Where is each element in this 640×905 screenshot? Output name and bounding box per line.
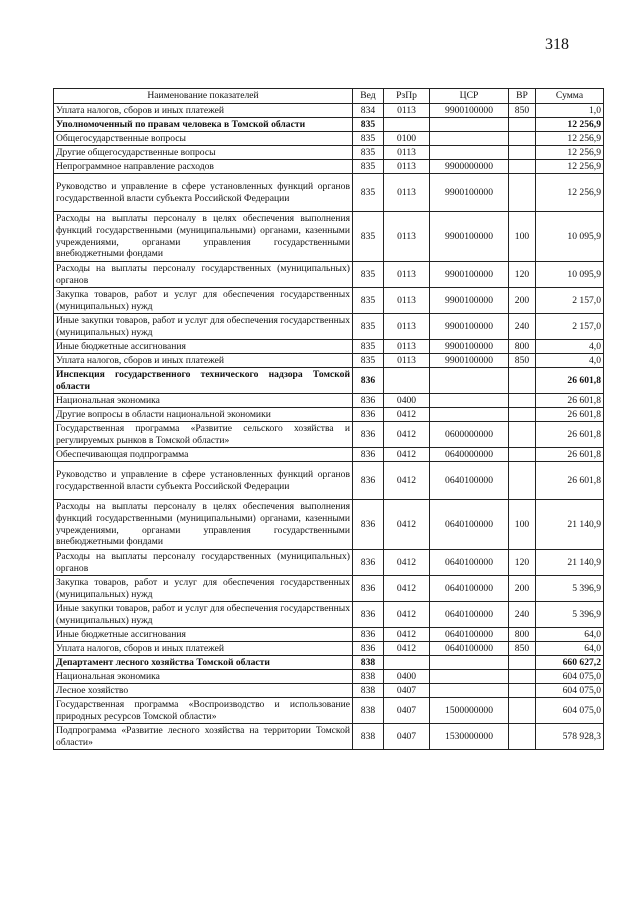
row-rzpr: 0400 bbox=[384, 394, 430, 408]
row-sum: 604 075,0 bbox=[536, 698, 604, 724]
row-csr: 0640100000 bbox=[430, 602, 509, 628]
row-csr: 9900100000 bbox=[430, 212, 509, 262]
row-ved: 835 bbox=[353, 160, 384, 174]
row-rzpr: 0407 bbox=[384, 724, 430, 750]
row-sum: 2 157,0 bbox=[536, 314, 604, 340]
row-vr bbox=[509, 408, 536, 422]
row-csr: 0640100000 bbox=[430, 642, 509, 656]
table-row bbox=[54, 118, 604, 132]
row-ved: 836 bbox=[353, 576, 384, 602]
row-sum: 1,0 bbox=[536, 104, 604, 118]
row-vr bbox=[509, 670, 536, 684]
row-csr: 9900000000 bbox=[430, 160, 509, 174]
row-vr bbox=[509, 684, 536, 698]
header-vr: ВР bbox=[509, 89, 536, 104]
row-rzpr: 0113 bbox=[384, 174, 430, 212]
row-sum: 12 256,9 bbox=[536, 174, 604, 212]
row-rzpr: 0407 bbox=[384, 698, 430, 724]
row-rzpr: 0113 bbox=[384, 160, 430, 174]
row-vr: 200 bbox=[509, 576, 536, 602]
row-vr bbox=[509, 174, 536, 212]
row-csr bbox=[430, 408, 509, 422]
row-vr: 100 bbox=[509, 500, 536, 550]
table-row bbox=[54, 602, 604, 628]
table-row bbox=[54, 576, 604, 602]
row-vr bbox=[509, 118, 536, 132]
row-sum: 5 396,9 bbox=[536, 602, 604, 628]
row-name: Иные закупки товаров, работ и услуг для обеспечения государственных (муниципальных) нужд bbox=[54, 314, 353, 340]
row-vr bbox=[509, 160, 536, 174]
table-row bbox=[54, 314, 604, 340]
row-sum: 12 256,9 bbox=[536, 118, 604, 132]
row-name: Государственная программа «Развитие сельского хозяйства и регулируемых рынков в Томской области» bbox=[54, 422, 353, 448]
table-row bbox=[54, 212, 604, 262]
row-name: Иные закупки товаров, работ и услуг для обеспечения государственных (муниципальных) нужд bbox=[54, 602, 353, 628]
row-sum: 604 075,0 bbox=[536, 684, 604, 698]
row-rzpr: 0113 bbox=[384, 212, 430, 262]
row-ved: 836 bbox=[353, 628, 384, 642]
table-row bbox=[54, 104, 604, 118]
row-sum: 26 601,8 bbox=[536, 368, 604, 394]
row-rzpr bbox=[384, 118, 430, 132]
row-vr bbox=[509, 368, 536, 394]
row-ved: 836 bbox=[353, 422, 384, 448]
row-rzpr: 0113 bbox=[384, 262, 430, 288]
table-row bbox=[54, 500, 604, 550]
table-row bbox=[54, 656, 604, 670]
row-sum: 64,0 bbox=[536, 628, 604, 642]
row-rzpr: 0113 bbox=[384, 354, 430, 368]
row-vr: 100 bbox=[509, 212, 536, 262]
row-ved: 835 bbox=[353, 354, 384, 368]
row-name: Общегосударственные вопросы bbox=[54, 132, 353, 146]
row-sum: 10 095,9 bbox=[536, 262, 604, 288]
row-vr bbox=[509, 462, 536, 500]
row-ved: 838 bbox=[353, 670, 384, 684]
row-name: Обеспечивающая подпрограмма bbox=[54, 448, 353, 462]
row-ved: 836 bbox=[353, 394, 384, 408]
row-ved: 836 bbox=[353, 602, 384, 628]
row-rzpr: 0412 bbox=[384, 642, 430, 656]
row-rzpr: 0113 bbox=[384, 314, 430, 340]
table-row bbox=[54, 340, 604, 354]
row-name: Расходы на выплаты персоналу в целях обеспечения выполнения функций государственными (муниципальными) органами, казенными учреждениями, органами управления государственными внебюджетными фондами bbox=[54, 500, 353, 550]
row-sum: 26 601,8 bbox=[536, 394, 604, 408]
row-sum: 21 140,9 bbox=[536, 500, 604, 550]
row-vr bbox=[509, 132, 536, 146]
row-name: Национальная экономика bbox=[54, 670, 353, 684]
row-ved: 835 bbox=[353, 314, 384, 340]
header-ved: Вед bbox=[353, 89, 384, 104]
row-csr: 1500000000 bbox=[430, 698, 509, 724]
row-ved: 835 bbox=[353, 146, 384, 160]
row-vr: 800 bbox=[509, 340, 536, 354]
row-ved: 838 bbox=[353, 724, 384, 750]
table-row bbox=[54, 628, 604, 642]
row-rzpr: 0400 bbox=[384, 670, 430, 684]
row-ved: 835 bbox=[353, 340, 384, 354]
header-csr: ЦСР bbox=[430, 89, 509, 104]
row-csr: 0640000000 bbox=[430, 448, 509, 462]
row-vr: 120 bbox=[509, 262, 536, 288]
page-number: 318 bbox=[545, 36, 569, 53]
row-ved: 835 bbox=[353, 212, 384, 262]
row-rzpr: 0113 bbox=[384, 288, 430, 314]
row-ved: 835 bbox=[353, 174, 384, 212]
row-name: Расходы на выплаты персоналу государственных (муниципальных) органов bbox=[54, 550, 353, 576]
row-name: Уплата налогов, сборов и иных платежей bbox=[54, 354, 353, 368]
row-csr: 9900100000 bbox=[430, 104, 509, 118]
row-csr: 0640100000 bbox=[430, 550, 509, 576]
row-ved: 835 bbox=[353, 132, 384, 146]
row-rzpr: 0412 bbox=[384, 602, 430, 628]
row-sum: 4,0 bbox=[536, 340, 604, 354]
row-vr bbox=[509, 724, 536, 750]
row-ved: 838 bbox=[353, 698, 384, 724]
row-name: Лесное хозяйство bbox=[54, 684, 353, 698]
row-vr: 850 bbox=[509, 104, 536, 118]
row-name: Руководство и управление в сфере установленных функций органов государственной власти субъекта Российской Федерации bbox=[54, 174, 353, 212]
row-ved: 835 bbox=[353, 288, 384, 314]
table-row bbox=[54, 368, 604, 394]
row-csr: 9900100000 bbox=[430, 340, 509, 354]
row-csr: 0640100000 bbox=[430, 628, 509, 642]
row-rzpr: 0412 bbox=[384, 550, 430, 576]
table-row bbox=[54, 408, 604, 422]
row-vr bbox=[509, 656, 536, 670]
table-row bbox=[54, 422, 604, 448]
header-sum: Сумма bbox=[536, 89, 604, 104]
row-sum: 660 627,2 bbox=[536, 656, 604, 670]
row-sum: 26 601,8 bbox=[536, 448, 604, 462]
row-rzpr: 0113 bbox=[384, 104, 430, 118]
row-csr bbox=[430, 368, 509, 394]
row-rzpr: 0100 bbox=[384, 132, 430, 146]
row-name: Подпрограмма «Развитие лесного хозяйства на территории Томской области» bbox=[54, 724, 353, 750]
row-rzpr bbox=[384, 368, 430, 394]
row-rzpr: 0412 bbox=[384, 576, 430, 602]
row-vr: 200 bbox=[509, 288, 536, 314]
row-name: Департамент лесного хозяйства Томской области bbox=[54, 656, 353, 670]
row-vr bbox=[509, 146, 536, 160]
row-rzpr: 0113 bbox=[384, 340, 430, 354]
row-ved: 835 bbox=[353, 118, 384, 132]
table-row bbox=[54, 262, 604, 288]
row-csr: 0640100000 bbox=[430, 500, 509, 550]
row-sum: 4,0 bbox=[536, 354, 604, 368]
row-name: Закупка товаров, работ и услуг для обеспечения государственных (муниципальных) нужд bbox=[54, 576, 353, 602]
table-header-row bbox=[54, 89, 604, 104]
row-sum: 26 601,8 bbox=[536, 408, 604, 422]
row-csr bbox=[430, 394, 509, 408]
table-row bbox=[54, 448, 604, 462]
table-row bbox=[54, 462, 604, 500]
row-name: Уплата налогов, сборов и иных платежей bbox=[54, 642, 353, 656]
row-sum: 26 601,8 bbox=[536, 462, 604, 500]
row-ved: 834 bbox=[353, 104, 384, 118]
row-vr: 240 bbox=[509, 314, 536, 340]
table-row bbox=[54, 642, 604, 656]
row-csr bbox=[430, 684, 509, 698]
row-name: Закупка товаров, работ и услуг для обеспечения государственных (муниципальных) нужд bbox=[54, 288, 353, 314]
header-name: Наименование показателей bbox=[54, 89, 353, 104]
row-name: Уплата налогов, сборов и иных платежей bbox=[54, 104, 353, 118]
table-row bbox=[54, 146, 604, 160]
row-vr: 850 bbox=[509, 642, 536, 656]
row-rzpr: 0412 bbox=[384, 448, 430, 462]
row-csr: 9900100000 bbox=[430, 262, 509, 288]
row-csr bbox=[430, 146, 509, 160]
row-name: Уполномоченный по правам человека в Томской области bbox=[54, 118, 353, 132]
row-rzpr: 0407 bbox=[384, 684, 430, 698]
row-vr bbox=[509, 698, 536, 724]
row-vr bbox=[509, 422, 536, 448]
row-rzpr: 0412 bbox=[384, 462, 430, 500]
row-csr: 9900100000 bbox=[430, 288, 509, 314]
table-row bbox=[54, 160, 604, 174]
header-rzpr: РзПр bbox=[384, 89, 430, 104]
row-sum: 604 075,0 bbox=[536, 670, 604, 684]
row-sum: 12 256,9 bbox=[536, 146, 604, 160]
row-ved: 836 bbox=[353, 368, 384, 394]
row-rzpr: 0412 bbox=[384, 628, 430, 642]
row-name: Государственная программа «Воспроизводство и использование природных ресурсов Томской области» bbox=[54, 698, 353, 724]
row-ved: 836 bbox=[353, 500, 384, 550]
row-name: Непрограммное направление расходов bbox=[54, 160, 353, 174]
row-rzpr: 0412 bbox=[384, 408, 430, 422]
row-ved: 835 bbox=[353, 262, 384, 288]
table-row bbox=[54, 288, 604, 314]
row-name: Инспекция государственного технического надзора Томской области bbox=[54, 368, 353, 394]
row-name: Другие вопросы в области национальной экономики bbox=[54, 408, 353, 422]
budget-table bbox=[53, 88, 604, 750]
table-row bbox=[54, 394, 604, 408]
row-csr: 1530000000 bbox=[430, 724, 509, 750]
row-ved: 838 bbox=[353, 684, 384, 698]
table-row bbox=[54, 724, 604, 750]
row-sum: 26 601,8 bbox=[536, 422, 604, 448]
row-csr: 9900100000 bbox=[430, 314, 509, 340]
row-csr: 0640100000 bbox=[430, 462, 509, 500]
row-csr: 9900100000 bbox=[430, 174, 509, 212]
row-sum: 5 396,9 bbox=[536, 576, 604, 602]
row-name: Национальная экономика bbox=[54, 394, 353, 408]
row-rzpr: 0412 bbox=[384, 422, 430, 448]
row-csr: 0600000000 bbox=[430, 422, 509, 448]
row-csr bbox=[430, 132, 509, 146]
row-ved: 836 bbox=[353, 462, 384, 500]
row-name: Иные бюджетные ассигнования bbox=[54, 340, 353, 354]
table-row bbox=[54, 550, 604, 576]
row-rzpr: 0412 bbox=[384, 500, 430, 550]
row-vr: 850 bbox=[509, 354, 536, 368]
row-name: Иные бюджетные ассигнования bbox=[54, 628, 353, 642]
table-row bbox=[54, 354, 604, 368]
row-sum: 12 256,9 bbox=[536, 160, 604, 174]
row-sum: 64,0 bbox=[536, 642, 604, 656]
row-sum: 578 928,3 bbox=[536, 724, 604, 750]
row-ved: 838 bbox=[353, 656, 384, 670]
row-sum: 2 157,0 bbox=[536, 288, 604, 314]
row-name: Руководство и управление в сфере установленных функций органов государственной власти субъекта Российской Федерации bbox=[54, 462, 353, 500]
row-ved: 836 bbox=[353, 550, 384, 576]
row-vr: 240 bbox=[509, 602, 536, 628]
row-rzpr: 0113 bbox=[384, 146, 430, 160]
table-row bbox=[54, 670, 604, 684]
row-vr: 800 bbox=[509, 628, 536, 642]
table-row bbox=[54, 174, 604, 212]
row-sum: 21 140,9 bbox=[536, 550, 604, 576]
table-row bbox=[54, 684, 604, 698]
table-row bbox=[54, 698, 604, 724]
row-vr: 120 bbox=[509, 550, 536, 576]
table-row bbox=[54, 132, 604, 146]
row-name: Другие общегосударственные вопросы bbox=[54, 146, 353, 160]
row-vr bbox=[509, 448, 536, 462]
row-name: Расходы на выплаты персоналу государственных (муниципальных) органов bbox=[54, 262, 353, 288]
row-csr bbox=[430, 670, 509, 684]
row-csr: 0640100000 bbox=[430, 576, 509, 602]
row-rzpr bbox=[384, 656, 430, 670]
row-sum: 10 095,9 bbox=[536, 212, 604, 262]
row-csr: 9900100000 bbox=[430, 354, 509, 368]
row-csr bbox=[430, 656, 509, 670]
row-csr bbox=[430, 118, 509, 132]
row-name: Расходы на выплаты персоналу в целях обеспечения выполнения функций государственными (муниципальными) органами, казенными учреждениями, органами управления государственными внебюджетными фондами bbox=[54, 212, 353, 262]
row-ved: 836 bbox=[353, 408, 384, 422]
row-ved: 836 bbox=[353, 448, 384, 462]
row-sum: 12 256,9 bbox=[536, 132, 604, 146]
row-vr bbox=[509, 394, 536, 408]
row-ved: 836 bbox=[353, 642, 384, 656]
